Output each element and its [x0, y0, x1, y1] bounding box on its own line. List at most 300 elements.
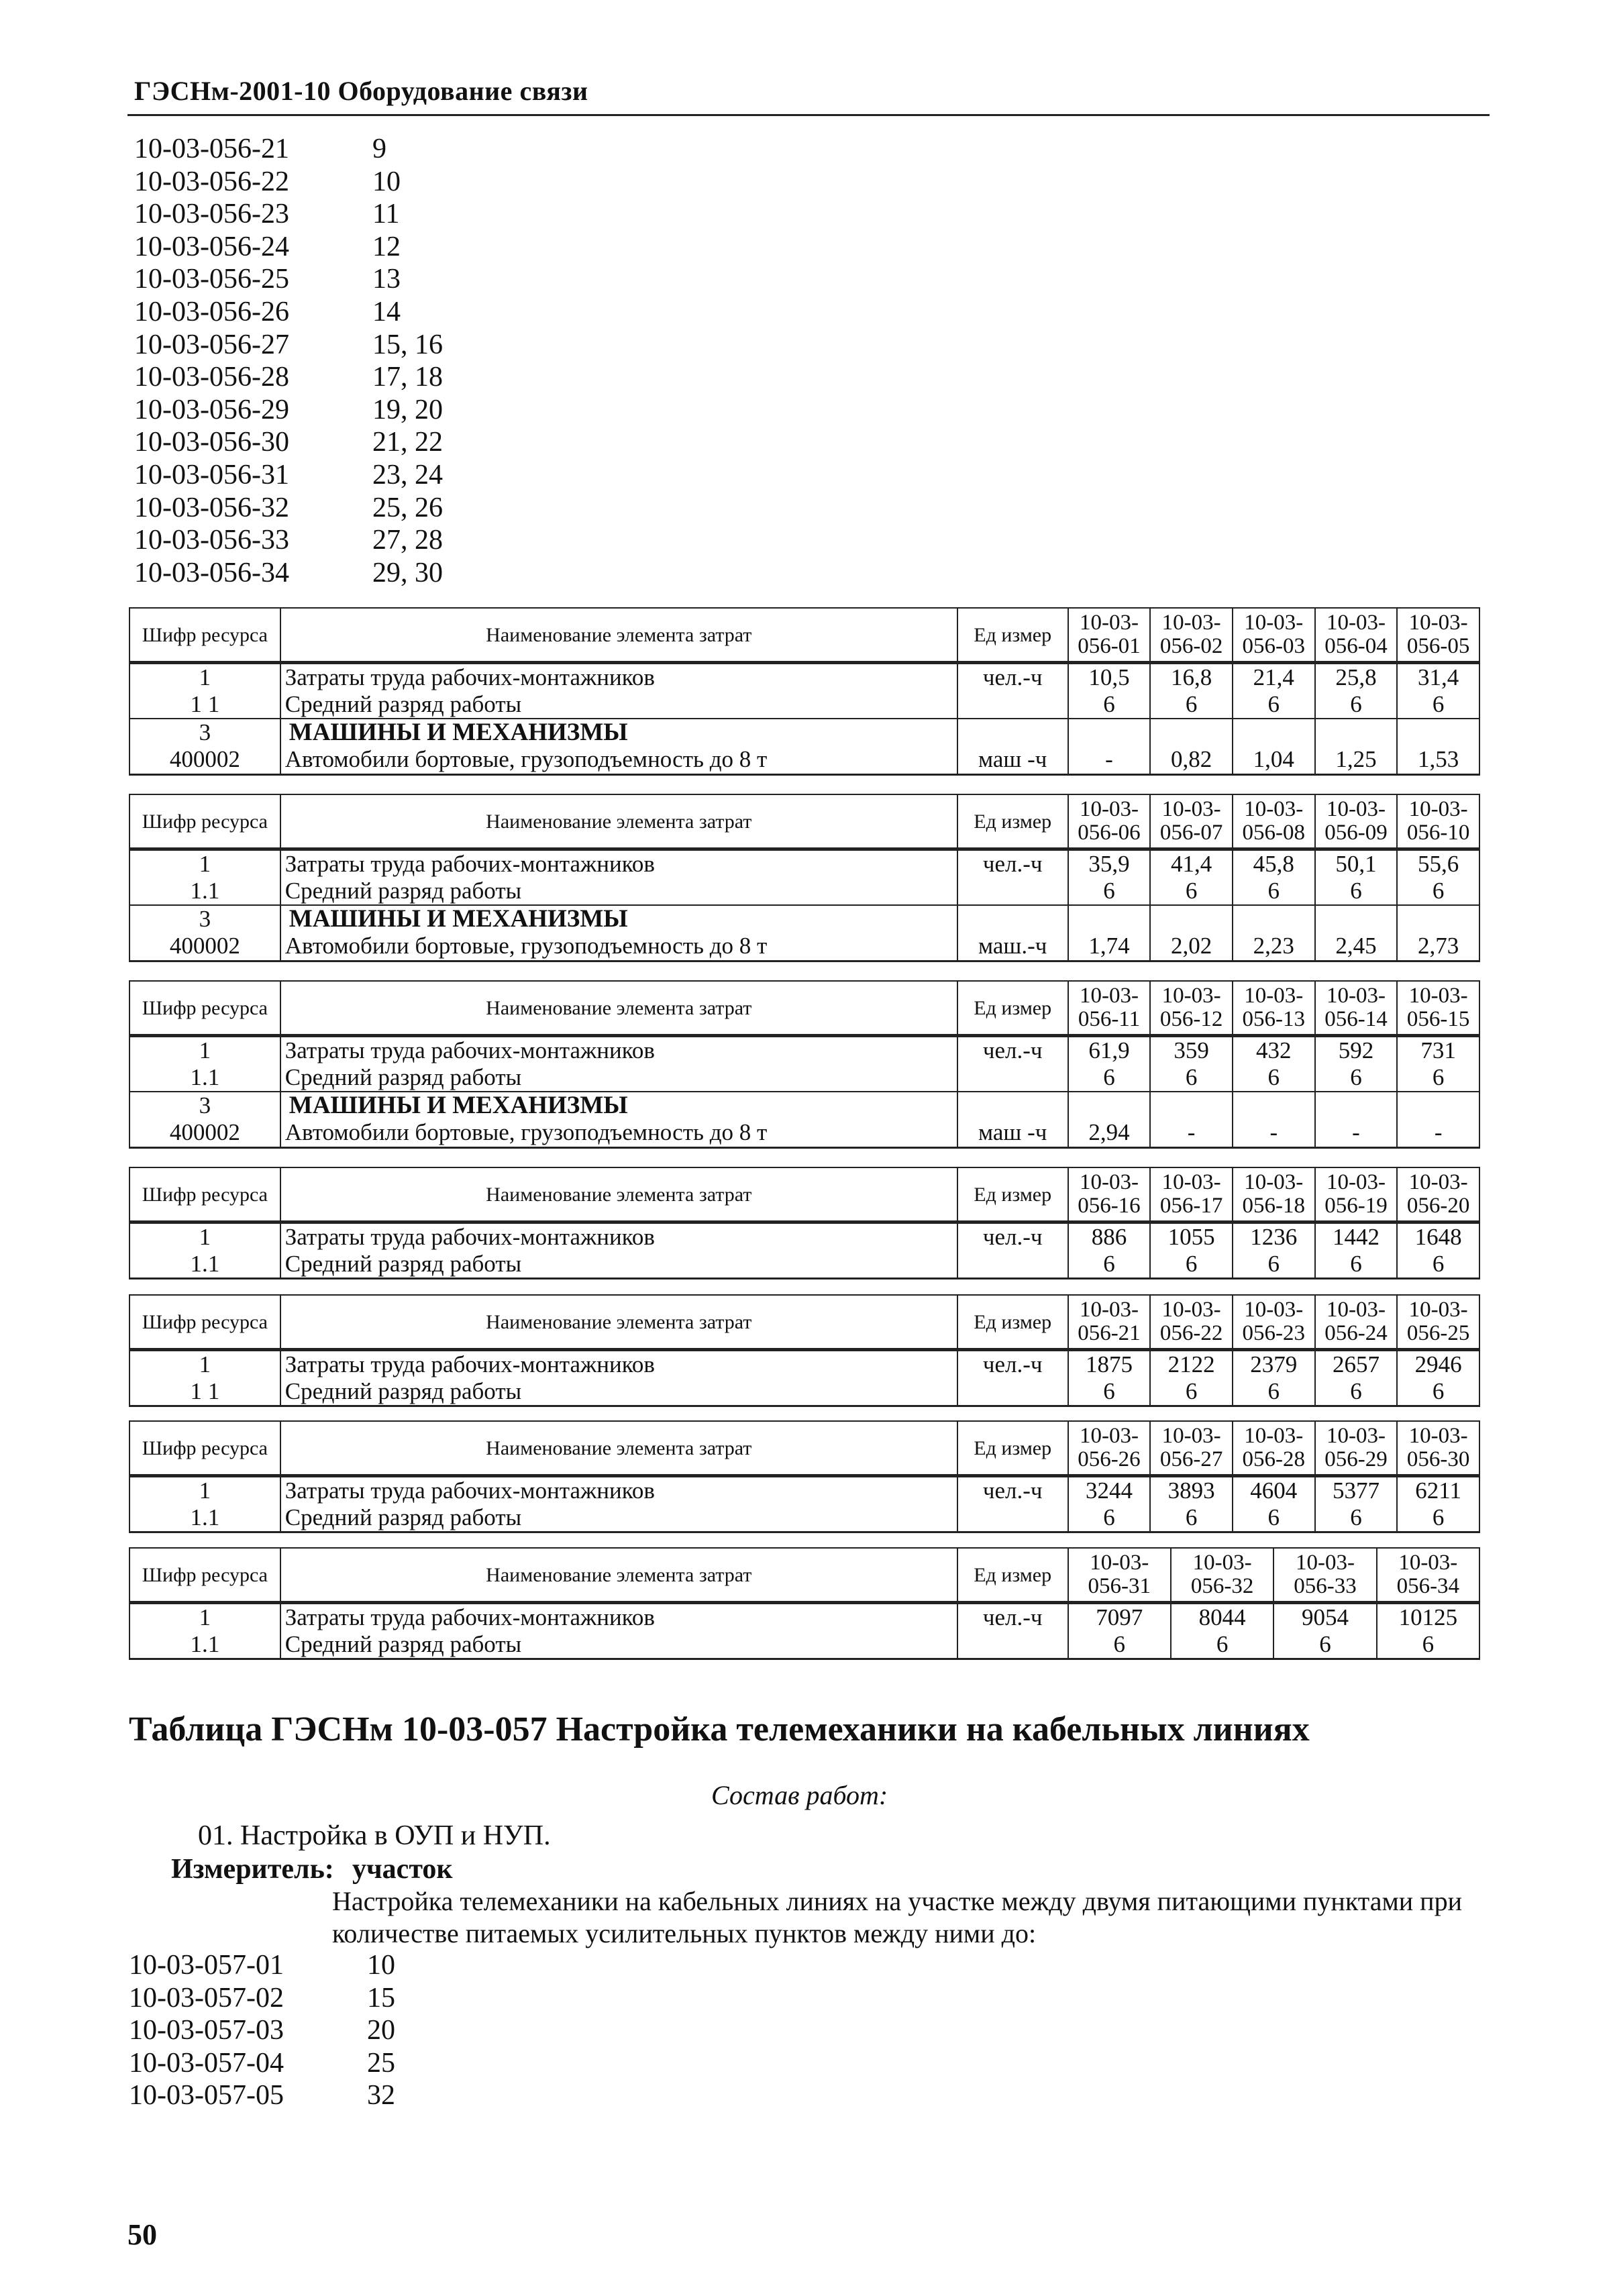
row-unit: чел.-ч	[957, 1476, 1068, 1505]
row-value: 1,25	[1315, 747, 1398, 775]
column-code: 10-03-056-31	[1068, 1548, 1171, 1603]
row-value: 1,53	[1397, 747, 1479, 775]
column-code: 10-03-056-18	[1233, 1167, 1315, 1222]
code-value: 23, 24	[372, 459, 443, 490]
column-code: 10-03-056-24	[1315, 1295, 1398, 1350]
column-code: 10-03-056-06	[1068, 794, 1151, 849]
row-value: 2,02	[1150, 933, 1233, 961]
row-value: 25,8	[1315, 663, 1398, 692]
code-row	[134, 263, 574, 296]
row-value	[1233, 719, 1315, 747]
code-row	[134, 198, 574, 231]
table-header-row	[129, 1421, 1479, 1476]
row-unit: маш -ч	[957, 747, 1068, 775]
column-code: 10-03-056-03	[1233, 608, 1315, 663]
row-value: 6	[1068, 691, 1151, 719]
row-name: Автомобили бортовые, грузоподъемность до 8 т	[280, 747, 957, 775]
row-value: 50,1	[1315, 849, 1398, 878]
row-value: 2,73	[1397, 933, 1479, 961]
row-value: 6	[1068, 1251, 1151, 1279]
row-value: 35,9	[1068, 849, 1151, 878]
row-name: Средний разряд работы	[280, 878, 957, 905]
row-value: 6	[1150, 1064, 1233, 1092]
row-value: 2,45	[1315, 933, 1398, 961]
row-value: 1875	[1068, 1350, 1151, 1379]
row-value: 6	[1397, 1504, 1479, 1532]
row-unit	[957, 691, 1068, 719]
table-row	[129, 1378, 1479, 1406]
code-value: 13	[372, 264, 401, 295]
code-row	[129, 1949, 395, 1982]
column-code: 10-03-056-15	[1397, 981, 1479, 1036]
code-value: 9	[372, 134, 386, 164]
row-value	[1315, 719, 1398, 747]
table-header-row	[129, 981, 1479, 1036]
row-name: Затраты труда рабочих-монтажников	[280, 1036, 957, 1065]
resource-table	[129, 1420, 1480, 1533]
row-value: 6	[1315, 1064, 1398, 1092]
resource-code: 10-03-057-05	[129, 2080, 284, 2111]
row-unit: маш -ч	[957, 1120, 1068, 1148]
column-code: 10-03-056-13	[1233, 981, 1315, 1036]
column-code: 10-03-056-09	[1315, 794, 1398, 849]
header-name: Наименование элемента затрат	[280, 1167, 957, 1222]
row-value: 6	[1233, 1064, 1315, 1092]
row-unit	[957, 905, 1068, 933]
column-code: 10-03-056-22	[1150, 1295, 1233, 1350]
row-name: Затраты труда рабочих-монтажников	[280, 1350, 957, 1379]
row-unit: чел.-ч	[957, 1603, 1068, 1632]
column-code: 10-03-056-01	[1068, 608, 1151, 663]
resource-code: 10-03-056-28	[134, 362, 289, 393]
row-value: 886	[1068, 1222, 1151, 1251]
row-value: -	[1150, 1120, 1233, 1148]
code-row	[134, 231, 574, 264]
column-code: 10-03-056-14	[1315, 981, 1398, 1036]
column-code: 10-03-056-33	[1273, 1548, 1376, 1603]
row-unit	[957, 1378, 1068, 1406]
column-code: 10-03-056-17	[1150, 1167, 1233, 1222]
measure-label: Измеритель:	[171, 1854, 334, 1885]
row-value: 6	[1315, 1504, 1398, 1532]
row-value: 6	[1068, 1064, 1151, 1092]
row-value: 1,74	[1068, 933, 1151, 961]
resource-table	[129, 1294, 1480, 1407]
code-value: 32	[367, 2080, 395, 2111]
row-value: 6	[1150, 1504, 1233, 1532]
resource-table	[129, 1167, 1480, 1280]
row-value: 2946	[1397, 1350, 1479, 1379]
column-code: 10-03-056-10	[1397, 794, 1479, 849]
code-value: 29, 30	[372, 557, 443, 588]
code-value: 19, 20	[372, 394, 443, 425]
table-header-row	[129, 794, 1479, 849]
row-name: Средний разряд работы	[280, 1631, 957, 1659]
table-row	[129, 905, 1479, 933]
row-value: 6	[1315, 691, 1398, 719]
row-code: 3	[129, 905, 280, 933]
row-name: Средний разряд работы	[280, 691, 957, 719]
row-unit	[957, 1092, 1068, 1120]
row-value: 6	[1068, 1378, 1151, 1406]
row-name: Автомобили бортовые, грузоподъемность до 8 т	[280, 933, 957, 961]
row-value	[1315, 905, 1398, 933]
code-row	[129, 2047, 395, 2080]
header-code: Шифр ресурса	[129, 608, 280, 663]
header-name: Наименование элемента затрат	[280, 981, 957, 1036]
row-unit	[957, 1504, 1068, 1532]
code-row	[134, 166, 574, 199]
row-value: 61,9	[1068, 1036, 1151, 1065]
row-value: 6	[1171, 1631, 1273, 1659]
row-name: Затраты труда рабочих-монтажников	[280, 1222, 957, 1251]
code-row	[134, 557, 574, 590]
row-name: Затраты труда рабочих-монтажников	[280, 663, 957, 692]
row-value: 2122	[1150, 1350, 1233, 1379]
row-value: 0,82	[1150, 747, 1233, 775]
row-value	[1068, 905, 1151, 933]
resource-code: 10-03-056-30	[134, 427, 289, 458]
header-code: Шифр ресурса	[129, 1421, 280, 1476]
row-value: 6	[1397, 878, 1479, 905]
row-code: 1.1	[129, 1631, 280, 1659]
row-value: 6	[1397, 691, 1479, 719]
header-code: Шифр ресурса	[129, 1295, 280, 1350]
resource-code: 10-03-056-34	[134, 557, 289, 588]
code-value: 14	[372, 296, 401, 327]
row-code: 1	[129, 1350, 280, 1379]
row-value	[1315, 1092, 1398, 1120]
code-value: 20	[367, 2015, 395, 2046]
table-row	[129, 1631, 1479, 1659]
table-row	[129, 878, 1479, 905]
row-code: 1 1	[129, 1378, 280, 1406]
row-unit: чел.-ч	[957, 849, 1068, 878]
table-row	[129, 719, 1479, 747]
row-name: МАШИНЫ И МЕХАНИЗМЫ	[280, 719, 957, 747]
row-code: 400002	[129, 747, 280, 775]
header-unit: Ед измер	[957, 608, 1068, 663]
row-value	[1233, 1092, 1315, 1120]
table-row	[129, 1120, 1479, 1148]
row-code: 1.1	[129, 1251, 280, 1279]
resource-code: 10-03-056-23	[134, 199, 289, 230]
row-value: 1236	[1233, 1222, 1315, 1251]
resource-code: 10-03-056-31	[134, 459, 289, 490]
row-code: 3	[129, 719, 280, 747]
row-value: 6	[1397, 1064, 1479, 1092]
code-value: 12	[372, 231, 401, 262]
code-value: 11	[372, 199, 400, 230]
row-unit	[957, 1251, 1068, 1279]
code-row	[129, 1982, 395, 2015]
row-code: 1	[129, 1603, 280, 1632]
column-code: 10-03-056-30	[1397, 1421, 1479, 1476]
row-value: 6	[1150, 691, 1233, 719]
code-value: 15, 16	[372, 329, 443, 360]
column-code: 10-03-056-26	[1068, 1421, 1151, 1476]
row-code: 1.1	[129, 878, 280, 905]
code-row	[134, 296, 574, 329]
row-value: 359	[1150, 1036, 1233, 1065]
table-row	[129, 1222, 1479, 1251]
resource-code: 10-03-056-25	[134, 264, 289, 295]
row-value: 10125	[1377, 1603, 1479, 1632]
row-value: 1055	[1150, 1222, 1233, 1251]
row-value: -	[1315, 1120, 1398, 1148]
table-row	[129, 849, 1479, 878]
row-code: 400002	[129, 1120, 280, 1148]
page-number: 50	[127, 2218, 157, 2251]
code-row	[134, 492, 574, 525]
row-value: 9054	[1273, 1603, 1376, 1632]
document-header: ГЭСНм-2001-10 Оборудование связи	[134, 76, 588, 106]
row-value: 2657	[1315, 1350, 1398, 1379]
row-name: Средний разряд работы	[280, 1504, 957, 1532]
column-code: 10-03-056-12	[1150, 981, 1233, 1036]
row-name: МАШИНЫ И МЕХАНИЗМЫ	[280, 1092, 957, 1120]
section-code-list	[129, 1949, 395, 2112]
row-code: 1 1	[129, 691, 280, 719]
row-value	[1150, 719, 1233, 747]
header-code: Шифр ресурса	[129, 1167, 280, 1222]
row-value: 2,94	[1068, 1120, 1151, 1148]
row-name: Автомобили бортовые, грузоподъемность до 8 т	[280, 1120, 957, 1148]
row-name: Затраты труда рабочих-монтажников	[280, 1476, 957, 1505]
row-value: 31,4	[1397, 663, 1479, 692]
header-unit: Ед измер	[957, 794, 1068, 849]
table-row	[129, 1251, 1479, 1279]
row-unit: чел.-ч	[957, 663, 1068, 692]
row-code: 400002	[129, 933, 280, 961]
row-value	[1233, 905, 1315, 933]
code-row	[134, 329, 574, 362]
row-value: 16,8	[1150, 663, 1233, 692]
row-unit: чел.-ч	[957, 1350, 1068, 1379]
column-code: 10-03-056-25	[1397, 1295, 1479, 1350]
row-value: 6	[1233, 878, 1315, 905]
header-name: Наименование элемента затрат	[280, 1421, 957, 1476]
row-value: 6	[1315, 1378, 1398, 1406]
header-unit: Ед измер	[957, 981, 1068, 1036]
table-row	[129, 1036, 1479, 1065]
row-value: 55,6	[1397, 849, 1479, 878]
header-unit: Ед измер	[957, 1421, 1068, 1476]
column-code: 10-03-056-08	[1233, 794, 1315, 849]
column-code: 10-03-056-19	[1315, 1167, 1398, 1222]
work-composition-label: Состав работ:	[711, 1780, 888, 1810]
row-value: 6	[1150, 1378, 1233, 1406]
row-value: 10,5	[1068, 663, 1151, 692]
code-value: 21, 22	[372, 427, 443, 458]
row-value: 6	[1150, 878, 1233, 905]
resource-code: 10-03-056-21	[134, 134, 289, 164]
row-name: Средний разряд работы	[280, 1064, 957, 1092]
table-row	[129, 1476, 1479, 1505]
header-divider	[127, 114, 1490, 116]
column-code: 10-03-056-20	[1397, 1167, 1479, 1222]
table-header-row	[129, 1548, 1479, 1603]
row-unit	[957, 1631, 1068, 1659]
row-value: 592	[1315, 1036, 1398, 1065]
column-code: 10-03-056-07	[1150, 794, 1233, 849]
resource-code: 10-03-056-32	[134, 492, 289, 523]
row-value: 6	[1233, 1504, 1315, 1532]
row-value: 6	[1397, 1251, 1479, 1279]
row-value: 1442	[1315, 1222, 1398, 1251]
row-value: 6	[1233, 691, 1315, 719]
code-row	[134, 426, 574, 459]
work-item: 01. Настройка в ОУП и НУП.	[198, 1820, 551, 1851]
resource-code: 10-03-057-03	[129, 2015, 284, 2046]
resource-code: 10-03-057-04	[129, 2047, 284, 2079]
resource-table	[129, 607, 1480, 776]
row-value: 6	[1377, 1631, 1479, 1659]
measure-value: участок	[352, 1854, 453, 1885]
table-row	[129, 1504, 1479, 1532]
header-unit: Ед измер	[957, 1548, 1068, 1603]
row-unit	[957, 719, 1068, 747]
row-value: 731	[1397, 1036, 1479, 1065]
code-value: 17, 18	[372, 362, 443, 393]
table-row	[129, 747, 1479, 775]
measure-line	[171, 1853, 453, 1885]
code-row	[134, 524, 574, 557]
row-name: Средний разряд работы	[280, 1251, 957, 1279]
row-value	[1150, 1092, 1233, 1120]
row-code: 1	[129, 663, 280, 692]
row-value: 6211	[1397, 1476, 1479, 1505]
row-value	[1068, 1092, 1151, 1120]
row-name: МАШИНЫ И МЕХАНИЗМЫ	[280, 905, 957, 933]
code-row	[129, 2014, 395, 2047]
row-value: 5377	[1315, 1476, 1398, 1505]
table-header-row	[129, 608, 1479, 663]
header-name: Наименование элемента затрат	[280, 794, 957, 849]
intro-code-list	[134, 133, 574, 589]
section-description: Настройка телемеханики на кабельных линиях на участке между двумя питающими пунктами при количестве питаемых усилительных пунктов между ними до:	[332, 1886, 1462, 1948]
column-code: 10-03-056-27	[1150, 1421, 1233, 1476]
row-value: 6	[1315, 1251, 1398, 1279]
row-value: -	[1233, 1120, 1315, 1148]
column-code: 10-03-056-05	[1397, 608, 1479, 663]
column-code: 10-03-056-34	[1377, 1548, 1479, 1603]
resource-table	[129, 794, 1480, 962]
row-value: 1,04	[1233, 747, 1315, 775]
column-code: 10-03-056-02	[1150, 608, 1233, 663]
row-value: 6	[1315, 878, 1398, 905]
row-value: 6	[1068, 878, 1151, 905]
section-title: Таблица ГЭСНм 10-03-057 Настройка телемеханики на кабельных линиях	[129, 1710, 1310, 1749]
table-header-row	[129, 1167, 1479, 1222]
header-unit: Ед измер	[957, 1167, 1068, 1222]
code-value: 10	[372, 166, 401, 197]
row-value: 21,4	[1233, 663, 1315, 692]
column-code: 10-03-056-21	[1068, 1295, 1151, 1350]
row-value: 3244	[1068, 1476, 1151, 1505]
row-value	[1397, 719, 1479, 747]
row-value: 41,4	[1150, 849, 1233, 878]
row-value: 2379	[1233, 1350, 1315, 1379]
header-unit: Ед измер	[957, 1295, 1068, 1350]
column-code: 10-03-056-32	[1171, 1548, 1273, 1603]
code-value: 25	[367, 2047, 395, 2079]
row-name: Средний разряд работы	[280, 1378, 957, 1406]
code-value: 10	[367, 1950, 395, 1981]
row-name: Затраты труда рабочих-монтажников	[280, 1603, 957, 1632]
row-code: 1	[129, 1222, 280, 1251]
resource-code: 10-03-057-02	[129, 1982, 284, 2014]
row-code: 1	[129, 849, 280, 878]
row-value: 7097	[1068, 1603, 1171, 1632]
code-row	[134, 394, 574, 427]
column-code: 10-03-056-28	[1233, 1421, 1315, 1476]
header-code: Шифр ресурса	[129, 1548, 280, 1603]
resource-code: 10-03-056-26	[134, 296, 289, 327]
table-row	[129, 1350, 1479, 1379]
resource-code: 10-03-056-27	[134, 329, 289, 360]
header-code: Шифр ресурса	[129, 981, 280, 1036]
resource-code: 10-03-056-24	[134, 231, 289, 262]
row-unit: чел.-ч	[957, 1036, 1068, 1065]
table-header-row	[129, 1295, 1479, 1350]
row-value: 6	[1068, 1504, 1151, 1532]
column-code: 10-03-056-11	[1068, 981, 1151, 1036]
column-code: 10-03-056-29	[1315, 1421, 1398, 1476]
resource-table	[129, 1547, 1480, 1660]
code-row	[129, 2079, 395, 2112]
code-value: 25, 26	[372, 492, 443, 523]
row-value: 6	[1233, 1251, 1315, 1279]
row-code: 1.1	[129, 1504, 280, 1532]
table-row	[129, 663, 1479, 692]
column-code: 10-03-056-04	[1315, 608, 1398, 663]
row-value: 6	[1273, 1631, 1376, 1659]
code-row	[134, 459, 574, 492]
table-row	[129, 1603, 1479, 1632]
row-code: 1	[129, 1476, 280, 1505]
row-value: -	[1397, 1120, 1479, 1148]
row-unit: чел.-ч	[957, 1222, 1068, 1251]
table-row	[129, 691, 1479, 719]
column-code: 10-03-056-16	[1068, 1167, 1151, 1222]
header-name: Наименование элемента затрат	[280, 608, 957, 663]
row-value	[1068, 719, 1151, 747]
table-row	[129, 1092, 1479, 1120]
row-value: 6	[1150, 1251, 1233, 1279]
header-name: Наименование элемента затрат	[280, 1295, 957, 1350]
row-value: 4604	[1233, 1476, 1315, 1505]
row-value: 1648	[1397, 1222, 1479, 1251]
row-value: -	[1068, 747, 1151, 775]
resource-code: 10-03-056-22	[134, 166, 289, 197]
column-code: 10-03-056-23	[1233, 1295, 1315, 1350]
row-value: 45,8	[1233, 849, 1315, 878]
row-value: 8044	[1171, 1603, 1273, 1632]
resource-code: 10-03-056-33	[134, 525, 289, 556]
row-value	[1150, 905, 1233, 933]
header-name: Наименование элемента затрат	[280, 1548, 957, 1603]
row-unit	[957, 878, 1068, 905]
row-code: 1.1	[129, 1064, 280, 1092]
resource-code: 10-03-057-01	[129, 1950, 284, 1981]
code-row	[134, 361, 574, 394]
resource-code: 10-03-056-29	[134, 394, 289, 425]
row-code: 3	[129, 1092, 280, 1120]
row-value	[1397, 905, 1479, 933]
row-value: 2,23	[1233, 933, 1315, 961]
row-unit	[957, 1064, 1068, 1092]
